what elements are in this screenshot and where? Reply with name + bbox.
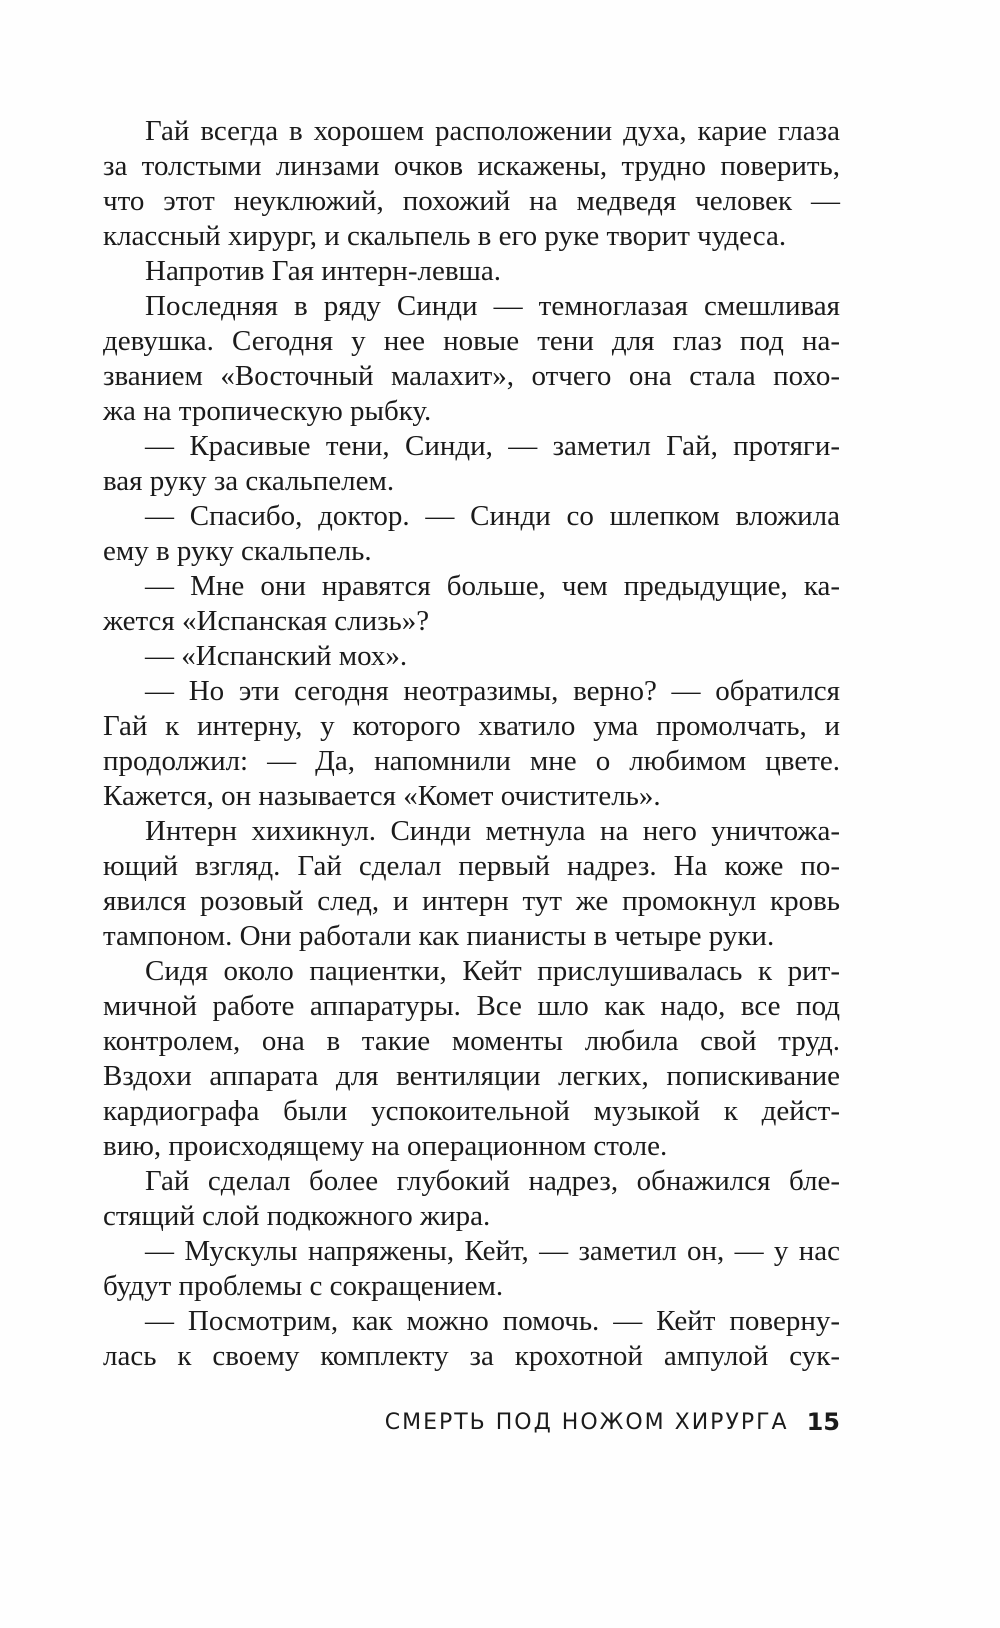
paragraph [103,1164,840,1234]
paragraph [103,289,840,429]
paragraph [103,814,840,954]
text-line: девушка. Сегодня у нее новые тени для глаз под на- [103,325,840,357]
paragraph [103,1234,840,1304]
text-line: Гай сделал более глубокий надрез, обнажился бле- [145,1165,840,1197]
paragraph [103,639,840,674]
text-line: — Спасибо, доктор. — Синди со шлепком вложила [145,500,840,532]
text-line: вая руку за скальпелем. [103,465,395,497]
text-line: — Красивые тени, Синди, — заметил Гай, протяги- [145,430,840,462]
text-line: — Но эти сегодня неотразимы, верно? — обратился [145,675,840,707]
text-line: лась к своему комплекту за крохотной ампулой сук- [103,1340,840,1372]
text-line: жа на тропическую рыбку. [103,395,432,427]
text-line: Сидя около пациентки, Кейт прислушивалась к рит- [145,955,840,987]
paragraph [103,429,840,499]
text-line: вию, происходящему на операционном столе. [103,1130,668,1162]
text-line: Последняя в ряду Синди — темноглазая смешливая [145,290,840,322]
text-line: тампоном. Они работали как пианисты в четыре руки. [103,920,775,952]
paragraph [103,499,840,569]
paragraph [103,569,840,639]
page-number: 15 [806,1408,840,1436]
text-line: жется «Испанская слизь»? [103,605,430,637]
text-line: продолжил: — Да, напомнили мне о любимом цвете. [103,745,840,777]
paragraph [103,674,840,814]
text-line: званием «Восточный малахит», отчего она стала похо- [103,360,840,392]
text-line: Кажется, он называется «Комет очиститель». [103,780,661,812]
text-line: ему в руку скальпель. [103,535,372,567]
paragraph [103,254,840,289]
text-line: Вздохи аппарата для вентиляции легких, попискивание [103,1060,840,1092]
paragraph [103,954,840,1164]
text-line: стящий слой подкожного жира. [103,1200,491,1232]
page-footer [340,1404,840,1440]
paragraph [103,1304,840,1374]
text-line: — Мускулы напряжены, Кейт, — заметил он, — у нас [145,1235,840,1267]
text-line: классный хирург, и скальпель в его руке творит чудеса. [103,220,787,252]
text-line: за толстыми линзами очков искажены, трудно поверить, [103,150,840,182]
text-line: явился розовый след, и интерн тут же промокнул кровь [103,885,840,917]
paragraph [103,114,840,254]
text-line: мичной работе аппаратуры. Все шло как надо, все под [103,990,840,1022]
text-line: контролем, она в такие моменты любила свой труд. [103,1025,840,1057]
text-line: ющий взгляд. Гай сделал первый надрез. На коже по- [103,850,840,882]
text-line: кардиографа были успокоительной музыкой к дейст- [103,1095,840,1127]
text-line: Гай всегда в хорошем расположении духа, карие глаза [145,115,840,147]
text-line: будут проблемы с сокращением. [103,1270,504,1302]
text-line: — Мне они нравятся больше, чем предыдущие, ка- [145,570,840,602]
running-title: СМЕРТЬ ПОД НОЖОМ ХИРУРГА [384,1409,789,1435]
body-text [103,114,840,1374]
text-line: Гай к интерну, у которого хватило ума промолчать, и [103,710,840,742]
text-line: — Посмотрим, как можно помочь. — Кейт поверну- [145,1305,840,1337]
text-line: Напротив Гая интерн-левша. [145,255,501,287]
text-line: что этот неуклюжий, похожий на медведя человек — [103,185,840,217]
text-line: — «Испанский мох». [145,640,408,672]
text-line: Интерн хихикнул. Синди метнула на него уничтожа- [145,815,840,847]
